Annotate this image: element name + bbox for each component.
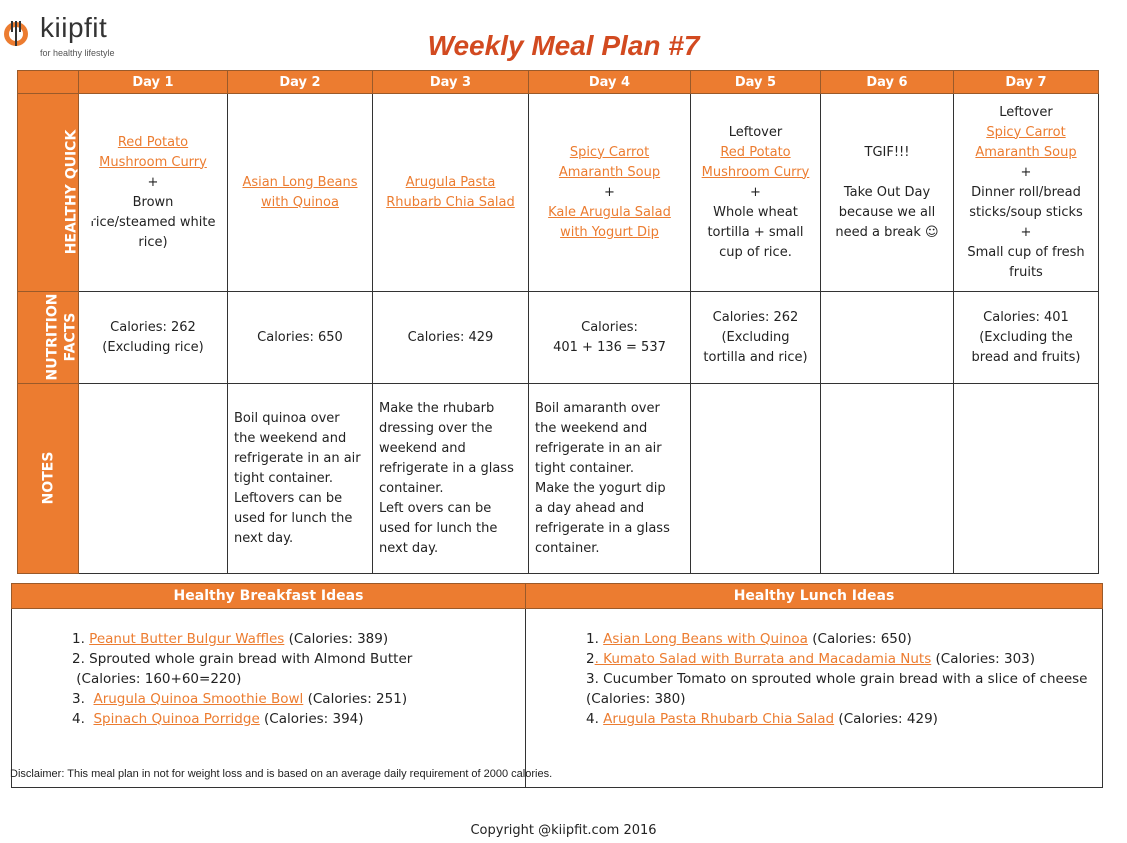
idea-text: 3. — [72, 691, 94, 707]
lunch-idea-item — [586, 689, 1102, 709]
dinner-line — [958, 243, 1094, 263]
row-label-dinner — [18, 94, 98, 292]
dinner-line — [695, 243, 816, 263]
dinner-text: rice) — [138, 234, 168, 250]
dinner-line — [83, 233, 223, 253]
note-line: Boil amaranth over — [535, 400, 660, 416]
dinner-text: rice/steamed white — [90, 214, 216, 230]
lunch-idea-item — [586, 649, 1102, 669]
note-line: refrigerate in an air — [535, 440, 662, 456]
idea-text: 1. — [72, 631, 90, 647]
note-line: Make the rhubarb — [379, 400, 495, 416]
nutrition-line: Calories: 262 — [712, 309, 799, 325]
notes-cell-day-5 — [691, 384, 821, 574]
row-label-nutrition — [18, 292, 79, 384]
copyright: Copyright @kiipfit.com 2016 — [470, 823, 657, 838]
ideas-table — [11, 583, 1103, 788]
dinner-line — [83, 153, 223, 173]
meal-plan-table — [17, 70, 1099, 574]
note-line: tight container. — [234, 470, 333, 486]
note-line: Boil quinoa over — [234, 410, 340, 426]
recipe-link[interactable]: Spicy Carrot — [569, 144, 650, 160]
recipe-link[interactable]: Spinach Quinoa Porridge — [93, 711, 260, 727]
dinner-text: + — [1020, 164, 1032, 180]
note-line: weekend and — [379, 440, 466, 456]
idea-text: (Calories: 429) — [834, 711, 938, 727]
nutrition-line: tortilla and rice) — [703, 349, 808, 365]
dinner-line — [695, 203, 816, 223]
dinner-line — [825, 183, 949, 203]
recipe-link[interactable]: Peanut Butter Bulgur Waffles — [89, 631, 285, 647]
recipe-link[interactable]: Spicy Carrot — [986, 124, 1066, 140]
dinner-line — [825, 163, 949, 183]
dinner-line — [83, 173, 223, 193]
dinner-line — [232, 193, 368, 213]
dinner-line — [695, 123, 816, 143]
breakfast-list — [12, 629, 525, 729]
row-label-notes — [18, 384, 79, 574]
idea-text: 4. — [72, 711, 94, 727]
day-header: Day 4 — [529, 71, 691, 94]
recipe-link[interactable]: Mushroom Curry — [701, 164, 810, 180]
notes-cell-day-6 — [821, 384, 954, 574]
dinner-line — [533, 223, 686, 243]
dinner-text: cup of rice. — [719, 244, 792, 260]
dinner-line — [377, 173, 524, 193]
dinner-line — [533, 163, 686, 183]
notes-cell-day-3 — [373, 384, 529, 574]
breakfast-idea-item — [72, 669, 525, 689]
dinner-line — [825, 203, 949, 223]
breakfast-idea-item — [72, 629, 525, 649]
recipe-link[interactable]: Amaranth Soup — [975, 144, 1077, 160]
dinner-line — [377, 193, 524, 213]
breakfast-heading: Healthy Breakfast Ideas — [12, 584, 526, 609]
row-label-line: NOTES — [39, 451, 56, 504]
dinner-line — [958, 123, 1094, 143]
nutrition-line: (Excluding — [721, 329, 790, 345]
row-label-line: NUTRITION — [44, 292, 61, 381]
dinner-line — [825, 143, 949, 163]
recipe-link[interactable]: Rhubarb Chia Salad — [386, 194, 515, 210]
note-line: used for lunch the — [379, 520, 498, 536]
nutrition-line: Calories: 650 — [257, 329, 343, 345]
nutrition-line: (Excluding rice) — [102, 339, 204, 355]
dinner-line — [533, 183, 686, 203]
dinner-text: + — [604, 184, 615, 200]
nutrition-cell-day-7 — [954, 292, 1099, 384]
notes-row — [18, 384, 1099, 574]
idea-text: (Calories: 389) — [284, 631, 389, 647]
row-label-line: FACTS — [62, 312, 79, 361]
idea-text: (Calories: 394) — [259, 711, 364, 727]
nutrition-cell-day-1 — [79, 292, 228, 384]
note-line: a day ahead and — [535, 500, 645, 516]
nutrition-cell-day-4 — [529, 292, 691, 384]
idea-text: (Calories: 251) — [303, 691, 408, 707]
dinner-text: + — [1020, 224, 1032, 240]
note-line: container. — [379, 480, 444, 496]
row-label-line: HEALTHY QUICK — [63, 129, 80, 254]
dinner-text: sticks/soup sticks — [969, 204, 1083, 220]
note-line: Left overs can be — [379, 500, 492, 516]
disclaimer: Disclaimer: This meal plan in not for weight loss and is based on an average daily requirement of 2000 calories. — [10, 768, 553, 780]
idea-text: 1. — [586, 631, 604, 647]
note-line: tight container. — [535, 460, 634, 476]
notes-cell-day-4 — [529, 384, 691, 574]
day-header-row — [18, 71, 1099, 94]
day-header: Day 2 — [228, 71, 373, 94]
note-line: refrigerate in a glass — [379, 460, 514, 476]
note-line: refrigerate in an air — [234, 450, 361, 466]
dinner-line — [825, 223, 949, 243]
day-header: Day 7 — [954, 71, 1099, 94]
nutrition-line: (Excluding the — [979, 329, 1073, 345]
dinner-line — [958, 223, 1094, 243]
dinner-line — [695, 183, 816, 203]
note-line: the weekend and — [234, 430, 347, 446]
dinner-line — [958, 103, 1094, 123]
recipe-link[interactable]: Mushroom Curry — [99, 154, 207, 170]
dinner-line — [958, 203, 1094, 223]
note-line: Leftovers can be — [234, 490, 343, 506]
dinner-cell-day-1 — [79, 94, 228, 292]
day-header: Day 3 — [373, 71, 529, 94]
lunch-list-cell — [526, 609, 1103, 788]
note-line: next day. — [379, 540, 439, 556]
idea-text: 3. Cucumber Tomato on sprouted whole grain bread with a slice of cheese — [586, 671, 1088, 687]
recipe-link[interactable]: with Quinoa — [261, 194, 339, 210]
logo-brand: kiipfit — [40, 12, 108, 43]
dinner-text: + — [750, 184, 761, 200]
recipe-link[interactable]: . Kumato Salad with Burrata and Macadamia Nuts — [594, 651, 932, 667]
dinner-cell-day-5 — [691, 94, 821, 292]
lunch-idea-item — [586, 629, 1102, 649]
dinner-text: + — [147, 174, 159, 190]
nutrition-line: Calories: — [581, 319, 638, 335]
day-header: Day 1 — [79, 71, 228, 94]
dinner-row — [18, 94, 1099, 292]
nutrition-cell-day-3 — [373, 292, 529, 384]
recipe-link[interactable]: with Yogurt Dip — [560, 224, 659, 240]
dinner-line — [958, 143, 1094, 163]
notes-cell-day-2 — [228, 384, 373, 574]
recipe-link[interactable]: Arugula Pasta Rhubarb Chia Salad — [603, 711, 835, 727]
idea-text: (Calories: 380) — [586, 691, 686, 707]
dinner-cell-day-6 — [821, 94, 954, 292]
dinner-text: Take Out Day — [843, 184, 931, 200]
idea-text: (Calories: 303) — [931, 651, 1036, 667]
note-line: next day. — [234, 530, 294, 546]
nutrition-row — [18, 292, 1099, 384]
dinner-cell-day-7 — [954, 94, 1099, 292]
lunch-list — [526, 629, 1102, 729]
dinner-line — [533, 143, 686, 163]
idea-text: (Calories: 160+60=220) — [72, 671, 242, 687]
row-label-line: DINNER — [81, 161, 98, 222]
dinner-text: Leftover — [999, 104, 1053, 120]
dinner-line — [83, 133, 223, 153]
note-line: container. — [535, 540, 600, 556]
dinner-line — [83, 193, 223, 213]
recipe-link[interactable]: Amaranth Soup — [558, 164, 661, 180]
dinner-text: Leftover — [728, 124, 783, 140]
lunch-idea-item — [586, 669, 1102, 689]
dinner-text: because we all — [838, 204, 936, 220]
dinner-cell-day-4 — [529, 94, 691, 292]
idea-text: 2. Sprouted whole grain bread with Almond Butter — [72, 651, 413, 667]
idea-text: (Calories: 650) — [807, 631, 912, 647]
dinner-text: Whole wheat — [713, 204, 798, 220]
logo-tagline: for healthy lifestyle — [40, 48, 115, 58]
dinner-text: TGIF!!! — [864, 144, 910, 160]
notes-cell-day-7 — [954, 384, 1099, 574]
nutrition-line: 401 + 136 = 537 — [553, 339, 666, 355]
dinner-line — [958, 183, 1094, 203]
recipe-link[interactable]: Asian Long Beans — [242, 174, 358, 190]
nutrition-cell-day-6 — [821, 292, 954, 384]
recipe-link[interactable]: Red Potato — [720, 144, 791, 160]
dinner-text: fruits — [1009, 264, 1043, 280]
breakfast-list-cell — [12, 609, 526, 788]
dinner-line — [695, 223, 816, 243]
note-line: Make the yogurt dip — [535, 480, 666, 496]
breakfast-idea-item — [72, 649, 525, 669]
nutrition-line: Calories: 429 — [407, 329, 494, 345]
recipe-link[interactable]: Asian Long Beans with Quinoa — [603, 631, 808, 647]
note-line: the weekend and — [535, 420, 648, 436]
notes-cell-day-1 — [79, 384, 228, 574]
recipe-link[interactable]: Arugula Pasta — [405, 174, 496, 190]
note-line: refrigerate in a glass — [535, 520, 670, 536]
idea-text: 4. — [586, 711, 604, 727]
idea-text: 2 — [586, 651, 595, 667]
dinner-line — [533, 203, 686, 223]
note-line: dressing over the — [379, 420, 493, 436]
header-corner — [18, 71, 79, 94]
dinner-text: tortilla + small — [707, 224, 804, 240]
dinner-line — [958, 163, 1094, 183]
day-header: Day 5 — [691, 71, 821, 94]
dinner-cell-day-2 — [228, 94, 373, 292]
dinner-cell-day-3 — [373, 94, 529, 292]
nutrition-line: bread and fruits) — [971, 349, 1081, 365]
dinner-text: Small cup of fresh — [967, 244, 1085, 260]
nutrition-cell-day-2 — [228, 292, 373, 384]
dinner-line — [83, 213, 223, 233]
note-line: used for lunch the — [234, 510, 353, 526]
lunch-idea-item — [586, 709, 1102, 729]
dinner-text: Dinner roll/bread — [971, 184, 1081, 200]
breakfast-idea-item — [72, 709, 525, 729]
nutrition-line: Calories: 401 — [983, 309, 1069, 325]
dinner-text: Brown — [132, 194, 174, 210]
recipe-link[interactable]: Arugula Quinoa Smoothie Bowl — [93, 691, 304, 707]
dinner-line — [958, 263, 1094, 283]
dinner-line — [695, 163, 816, 183]
breakfast-idea-item — [72, 689, 525, 709]
recipe-link[interactable]: Red Potato — [117, 134, 189, 150]
lunch-heading: Healthy Lunch Ideas — [526, 584, 1103, 609]
dinner-line — [232, 173, 368, 193]
recipe-link[interactable]: Kale Arugula Salad — [548, 204, 671, 220]
page-title: Weekly Meal Plan #7 — [427, 30, 700, 61]
day-header: Day 6 — [821, 71, 954, 94]
nutrition-line: Calories: 262 — [110, 319, 196, 335]
dinner-line — [695, 143, 816, 163]
nutrition-cell-day-5 — [691, 292, 821, 384]
dinner-text: need a break ☺ — [835, 224, 939, 240]
